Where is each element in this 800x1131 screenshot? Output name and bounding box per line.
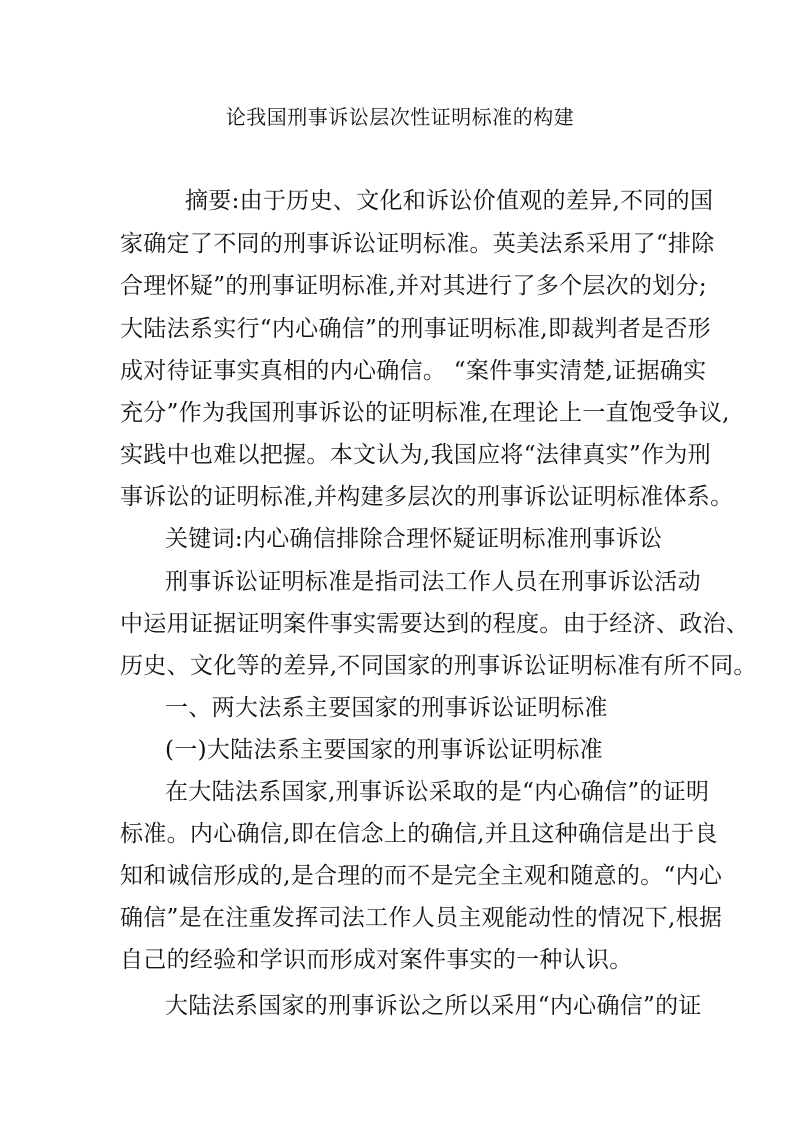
body-line: 中运用证据证明案件事实需要达到的程度。由于经济、政治、	[120, 611, 750, 637]
keywords-line: 关键词:内心确信排除合理怀疑证明标准刑事诉讼	[165, 526, 663, 552]
subsection-heading: (一)大陆法系主要国家的刑事诉讼证明标准	[165, 737, 603, 763]
abstract-line: 大陆法系实行“内心确信”的刑事证明标准,即裁判者是否形	[120, 316, 711, 342]
body-line: 刑事诉讼证明标准是指司法工作人员在刑事诉讼活动	[165, 569, 701, 595]
abstract-line: 实践中也难以把握。本文认为,我国应将“法律真实”作为刑	[120, 442, 711, 468]
abstract-line: 合理怀疑”的刑事证明标准,并对其进行了多个层次的划分;	[120, 273, 707, 299]
section-heading: 一、两大法系主要国家的刑事诉讼证明标准	[165, 695, 608, 721]
abstract-line: 成对待证事实真相的内心确信。 “案件事实清楚,证据确实	[120, 358, 707, 384]
body-line: 在大陆法系国家,刑事诉讼采取的是“内心确信”的证明	[165, 779, 710, 805]
body-line: 大陆法系国家的刑事诉讼之所以采用“内心确信”的证	[165, 993, 702, 1019]
body-line: 自己的经验和学识而形成对案件事实的一种认识。	[120, 947, 633, 973]
body-line: 标准。内心确信,即在信念上的确信,并且这种确信是出于良	[120, 821, 718, 847]
body-line: 确信”是在注重发挥司法工作人员主观能动性的情况下,根据	[120, 905, 723, 931]
abstract-line: 事诉讼的证明标准,并构建多层次的刑事诉讼证明标准体系。	[120, 484, 734, 510]
body-line: 历史、文化等的差异,不同国家的刑事诉讼证明标准有所不同。	[120, 653, 757, 679]
abstract-line: 家确定了不同的刑事诉讼证明标准。英美法系采用了“排除	[120, 231, 715, 257]
abstract-line: 充分”作为我国刑事诉讼的证明标准,在理论上一直饱受争议,	[120, 400, 730, 426]
body-line: 知和诚信形成的,是合理的而不是完全主观和随意的。“内心	[120, 863, 723, 889]
abstract-line: 摘要:由于历史、文化和诉讼价值观的差异,不同的国	[185, 188, 714, 214]
document-title: 论我国刑事诉讼层次性证明标准的构建	[225, 105, 575, 129]
